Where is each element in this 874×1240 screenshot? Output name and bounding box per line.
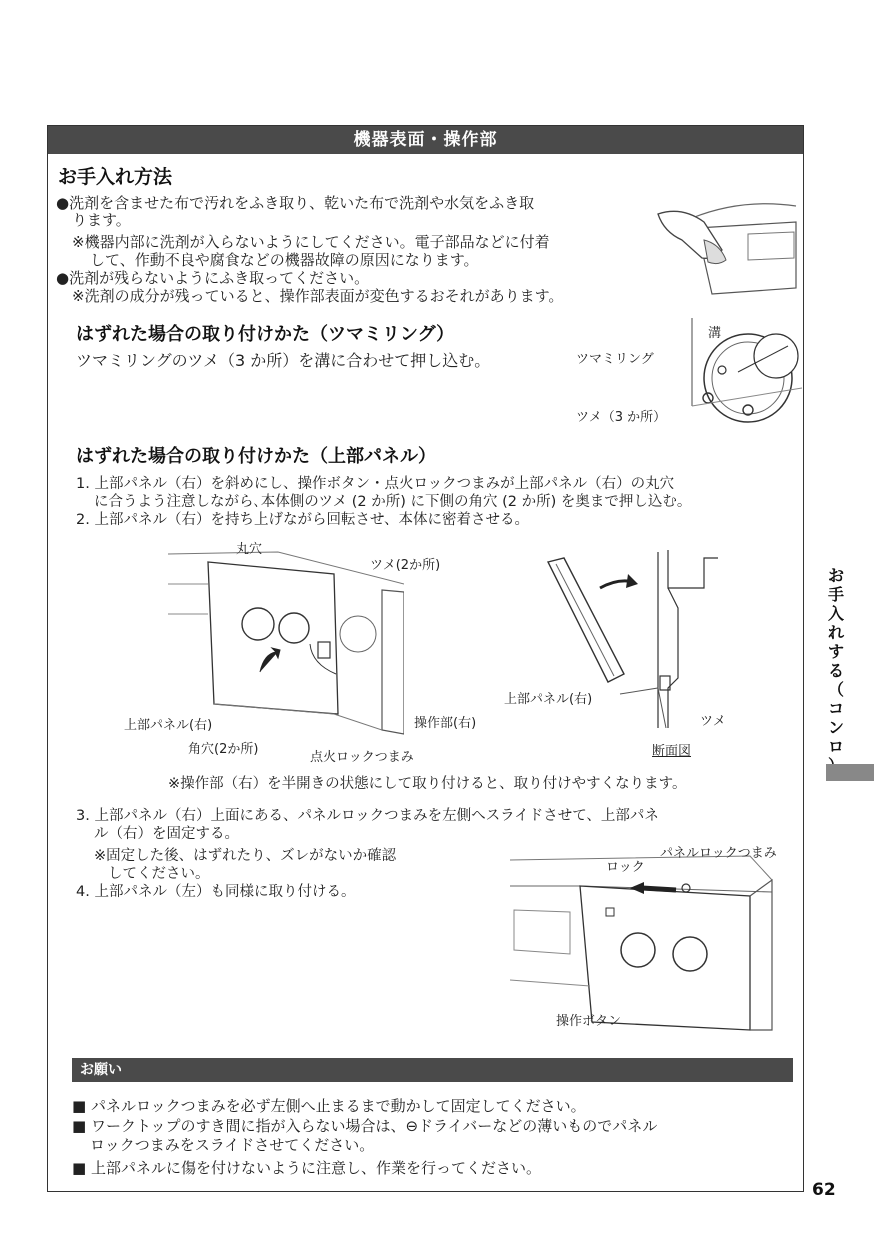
square-hole-label: 角穴(2か所) (188, 742, 259, 757)
knob-ring-illustration (678, 316, 802, 436)
care-note-2: ※洗剤の成分が残っていると、操作部表面が変色するおそれがあります。 (72, 287, 564, 305)
ring-claw-label: ツメ（3 か所） (576, 410, 667, 425)
panel-step-1a: 1. 上部パネル（右）を斜めにし、操作ボタン・点火ロックつまみが上部パネル（右）の丸穴 (76, 476, 675, 492)
lock-label: ロック (606, 860, 645, 875)
notice-item-3: ■ 上部パネルに傷を付けないように注意し、作業を行ってください。 (72, 1159, 541, 1177)
care-bullet-1b: ります。 (72, 211, 131, 229)
notice-item-2b: ロックつまみをスライドさせてください。 (90, 1136, 375, 1154)
side-chapter-label (824, 566, 848, 775)
side-char: コ (827, 699, 844, 718)
install-tip: ※操作部（右）を半開きの状態にして取り付けると、取り付けやすくなります。 (168, 776, 687, 792)
panel-step-3b: ル（右）を固定する。 (94, 826, 239, 842)
care-note-1a: ※機器内部に洗剤が入らないようにしてください。電子部品などに付着 (72, 233, 550, 251)
side-char: れ (827, 623, 844, 642)
notice-item-1: ■ パネルロックつまみを必ず左側へ止まるまで動かして固定してください。 (72, 1097, 586, 1115)
page-number: 62 (812, 1180, 836, 1200)
section-header: 機器表面・操作部 (48, 126, 803, 154)
care-bullet-1a: ●洗剤を含ませた布で汚れをふき取り、乾いた布で洗剤や水気をふき取 (56, 194, 535, 212)
panel-step-3a: 3. 上部パネル（右）上面にある、パネルロックつまみを左側へスライドさせて、上部パネ (76, 808, 659, 824)
section-claw-label: ツメ (700, 714, 726, 729)
wiping-illustration (652, 188, 798, 296)
notice-header: お願い (72, 1058, 793, 1082)
side-char: る (827, 661, 844, 680)
panel-step-3-note-b: してください。 (108, 866, 210, 882)
notice-item-2a: ■ ワークトップのすき間に指が入らない場合は、⊖ドライバーなどの薄いものでパネル (72, 1117, 658, 1135)
side-char: （ (827, 680, 844, 699)
groove-label: 溝 (708, 326, 722, 341)
round-hole-label: 丸穴 (236, 542, 263, 557)
side-char: ン (827, 718, 844, 737)
claw-2-label: ツメ(2か所) (370, 558, 441, 573)
knob-ring-label: ツマミリング (576, 352, 654, 367)
ring-heading: はずれた場合の取り付けかた（ツマミリング） (76, 324, 455, 345)
ignition-lock-label: 点火ロックつまみ (310, 750, 414, 765)
care-method-heading: お手入れ方法 (58, 166, 173, 188)
side-char: 手 (827, 585, 844, 604)
ring-instruction: ツマミリングのツメ（3 か所）を溝に合わせて押し込む。 (76, 351, 491, 370)
panel-step-1b: に合うよう注意しながら､本体側のツメ (2 か所) に下側の角穴 (2 か所) を奥まで押し込む。 (94, 494, 692, 510)
chapter-tab-marker (826, 764, 874, 781)
upper-panel-label-2: 上部パネル(右) (504, 692, 593, 707)
panel-step-2: 2. 上部パネル（右）を持ち上げながら回転させ、本体に密着させる。 (76, 512, 530, 528)
panel-lock-illustration (510, 850, 776, 1038)
panel-step-3-note-a: ※固定した後、はずれたり、ズレがないか確認 (94, 848, 397, 864)
control-unit-label: 操作部(右) (414, 716, 477, 731)
care-note-1b: して、作動不良や腐食などの機器故障の原因になります。 (90, 251, 479, 269)
control-buttons-label: 操作ボタン (556, 1014, 622, 1029)
panel-step-4: 4. 上部パネル（左）も同様に取り付ける。 (76, 884, 356, 900)
care-bullet-2: ●洗剤が残らないようにふき取ってください。 (56, 269, 370, 287)
side-char: お (827, 566, 844, 585)
side-char: す (827, 642, 844, 661)
side-char: ロ (827, 737, 844, 756)
panel-install-illustration (168, 544, 404, 736)
section-view-caption: 断面図 (652, 744, 692, 759)
panel-heading: はずれた場合の取り付けかた（上部パネル） (76, 446, 436, 467)
side-char: 入 (827, 604, 844, 623)
upper-panel-label: 上部パネル(右) (124, 718, 213, 733)
panel-lock-knob-label: パネルロックつまみ (660, 846, 777, 861)
content-frame (47, 125, 804, 1192)
